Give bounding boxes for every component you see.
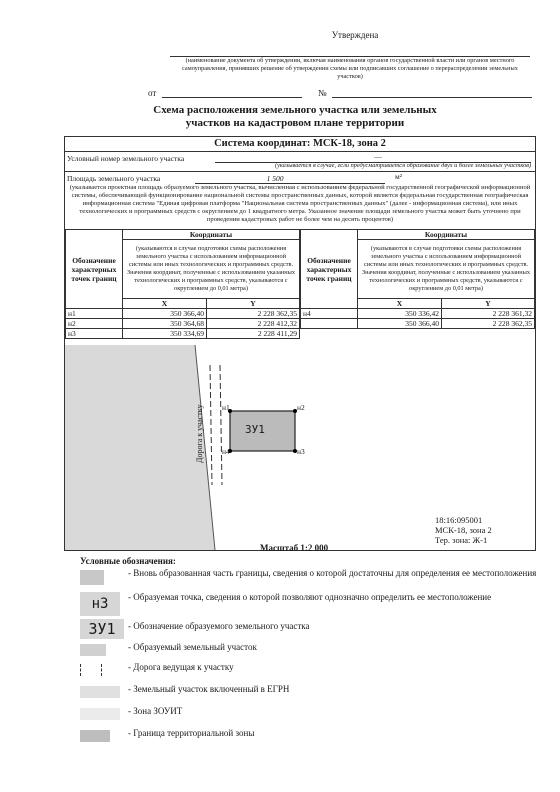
new-boundary-swatch	[80, 570, 104, 585]
cond-number-note: (указывается в случае, если предусматривается образование двух и более земельных участков)	[275, 162, 532, 169]
area-unit: м²	[395, 172, 402, 181]
legend-item: н3 - Образуемая точка, сведения о которой позволяют однозначно определить ее местоположение	[80, 592, 540, 618]
road-label: Дорога к участку	[195, 404, 204, 463]
egrn-parcel-swatch	[80, 686, 120, 698]
map-scale: Масштаб 1:2 000	[260, 543, 329, 553]
point-header: Обозначение характерных точек границ	[301, 230, 358, 309]
area-note: (указывается проектная площадь образуемого земельного участка, вычисленная с использованием федеральной государственной географической информационной системы, обеспечивающей функционирование национальной системы пространственных данных, которой является федеральная государственная географическая информационная система "Единая цифровая платформа "Национальная система пространственных данных" (далее - информационная система), или иных технологических и программных средств с округлением до 1 квадратного метра. Указанное значение площади земельного участка может быть уточнено при проведении кадастровых работ не более чем на десять процентов)	[69, 184, 531, 223]
coord-system: Система координат: МСК-18, зона 2	[214, 138, 386, 149]
point-label: н1	[222, 403, 230, 412]
parcel-swatch	[80, 644, 106, 656]
legend-item: - Граница территориальной зоны	[80, 728, 540, 746]
coords-table-right	[300, 229, 535, 329]
from-label: от	[148, 88, 157, 98]
schema-frame	[64, 136, 536, 551]
coords-note: (указываются в случае подготовки схемы расположения земельного участка с использованием информационной системы или иных технологических и программных средств. Значения координат, полученные с использованием указанных технологических и программных средств, указываются с округлением до 0,01 метра)	[123, 240, 300, 299]
table-row: н1 350 366,40 2 228 362,35	[66, 309, 300, 319]
zone-boundary-swatch	[80, 730, 110, 742]
point-label: н4	[222, 447, 230, 456]
coords-header: Координаты	[358, 230, 535, 240]
parcel-symbol: ЗУ1	[80, 619, 124, 639]
point-label: н2	[297, 403, 305, 412]
block-coord-system: МСК-18, зона 2	[435, 525, 492, 535]
legend-item: - Зона ЗОУИТ	[80, 706, 540, 724]
road-line	[210, 365, 212, 485]
road-swatch	[80, 664, 102, 676]
y-header: Y	[441, 299, 534, 309]
coords-header: Координаты	[123, 230, 300, 240]
point-label: н3	[297, 447, 305, 456]
point-header: Обозначение характерных точек границ	[66, 230, 123, 309]
legend-item: - Образуемый земельный участок	[80, 642, 540, 660]
table-row: 350 366,40 2 228 362,35	[301, 319, 535, 329]
number-label: №	[318, 88, 327, 98]
legend-item: ЗУ1 - Обозначение образуемого земельного участка	[80, 619, 540, 641]
coords-table-left	[65, 229, 300, 339]
date-line	[162, 97, 302, 98]
territorial-zone: Тер. зона: Ж-1	[435, 535, 488, 545]
area-value: 1 500	[266, 174, 284, 183]
legend-title: Условные обозначения:	[80, 556, 176, 566]
document-title: Схема расположения земельного участка или земельных участков на кадастровом плане территории	[153, 104, 437, 129]
table-row: н2 350 364,68 2 228 412,32	[66, 319, 300, 329]
zouit-swatch	[80, 708, 120, 720]
area-label: Площадь земельного участка	[67, 174, 161, 183]
table-row: н4 350 336,42 2 228 361,32	[301, 309, 535, 319]
legend-item: - Дорога ведущая к участку	[80, 662, 540, 680]
legend-item: - Вновь образованная часть границы, сведения о которой достаточны для определения ее местоположения	[80, 568, 540, 592]
approval-caption: (наименование документа об утверждении, включая наименования органов государственной власти или органов местного самоуправления, принявших решение об утверждении схемы или подписавших соглашение о перераспределении земельных участков)	[182, 57, 518, 80]
coords-note: (указываются в случае подготовки схемы расположения земельного участка с использованием информационной системы или иных технологических и программных средств. Значения координат, полученные с использованием указанных технологических и программных средств, указываются с округлением до 0,01 метра)	[358, 240, 535, 299]
y-header: Y	[206, 299, 299, 309]
number-line	[332, 97, 532, 98]
territorial-zone-fill	[65, 345, 215, 550]
point-symbol: н3	[80, 592, 120, 616]
x-header: X	[358, 299, 442, 309]
cond-number-label: Условный номер земельного участка	[67, 154, 185, 163]
approval-title: Утверждена	[331, 30, 379, 40]
parcel-label: ЗУ1	[245, 423, 265, 436]
map-area	[65, 345, 535, 550]
cadastral-block: 18:16:095001	[435, 515, 483, 525]
road-line	[220, 365, 222, 485]
table-row: н3 350 334,69 2 228 411,29	[66, 329, 300, 339]
block-info	[435, 515, 492, 545]
legend-item: - Земельный участок включенный в ЕГРН	[80, 684, 540, 702]
cond-number-value: —	[374, 152, 382, 161]
x-header: X	[123, 299, 207, 309]
